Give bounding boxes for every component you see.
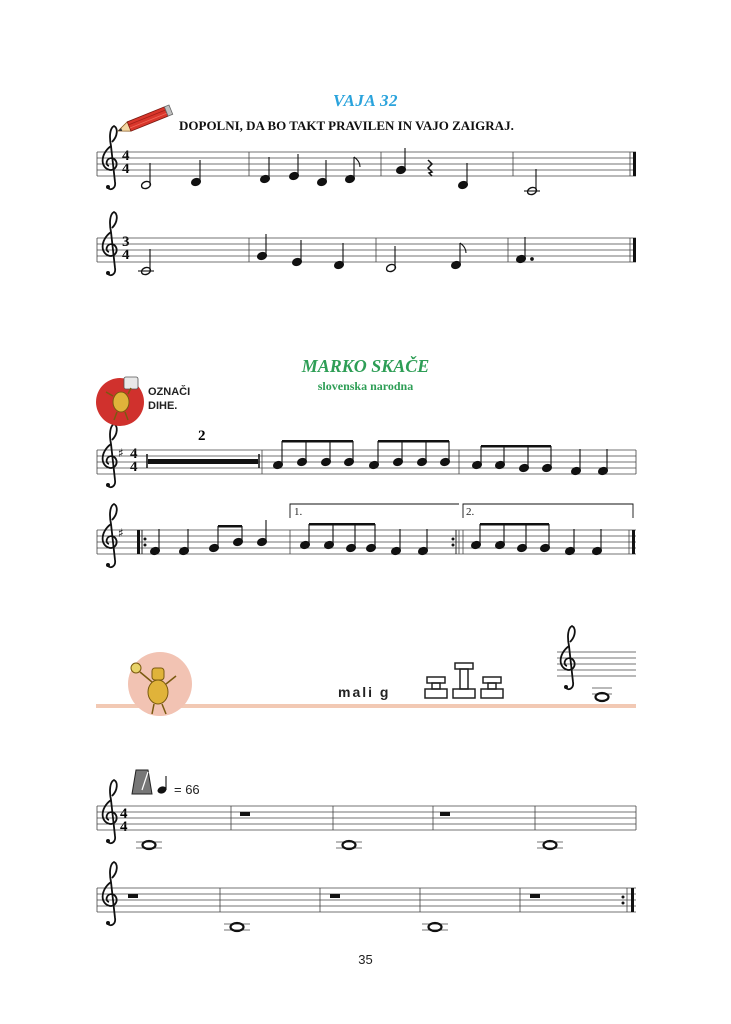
staff-1-notes [141,148,540,196]
exercise-title: VAJA 32 [332,91,399,110]
ending-1-bracket [290,504,459,518]
ending-2-label: 2. [466,506,475,518]
staff-2-notes [138,234,533,276]
ending-2-bracket [463,504,633,518]
time-signature-staff5: 4 4 [120,806,128,835]
sharp-sign: ♯ [118,526,124,540]
treble-clef-icon [103,780,117,843]
sharp-sign: ♯ [118,446,124,460]
tempo-marking: = 66 [174,782,200,797]
note-name-label: mali g [338,684,391,700]
staff-6-notes [128,894,540,931]
treble-clef-icon [103,424,117,487]
exercise-instruction: DOPOLNI, DA BO TAKT PRAVILEN IN VAJO ZAIGRAJ. [179,118,514,133]
staff-5 [97,806,636,830]
staff-1 [97,148,636,177]
time-signature-staff1: 4 4 [122,148,130,177]
treble-clef-icon [103,126,117,189]
breath-label-line2: DIHE. [148,400,178,412]
staff-5-notes [136,812,563,849]
multirest-count: 2 [198,428,206,444]
staff-3-notes [273,440,609,476]
staff-2 [97,234,636,263]
treble-clef-icon [103,504,117,567]
trumpet-valves-icon [425,663,503,698]
song-title: MARKO SKAČE [301,356,430,376]
ending-1-label: 1. [294,506,303,518]
pencil-icon [116,105,173,136]
time-signature-staff3: 4 4 [130,446,138,475]
treble-clef-icon [561,626,575,689]
song-subtitle: slovenska narodna [317,379,414,393]
staff-4-notes [150,520,603,556]
breath-label-line1: OZNAČI [148,386,191,398]
page-number: 35 [358,952,373,967]
time-signature-staff2: 3 4 [122,234,130,263]
treble-clef-icon [103,212,117,275]
metronome-icon [132,770,152,794]
staff-6 [97,888,636,912]
treble-clef-icon [103,862,117,925]
